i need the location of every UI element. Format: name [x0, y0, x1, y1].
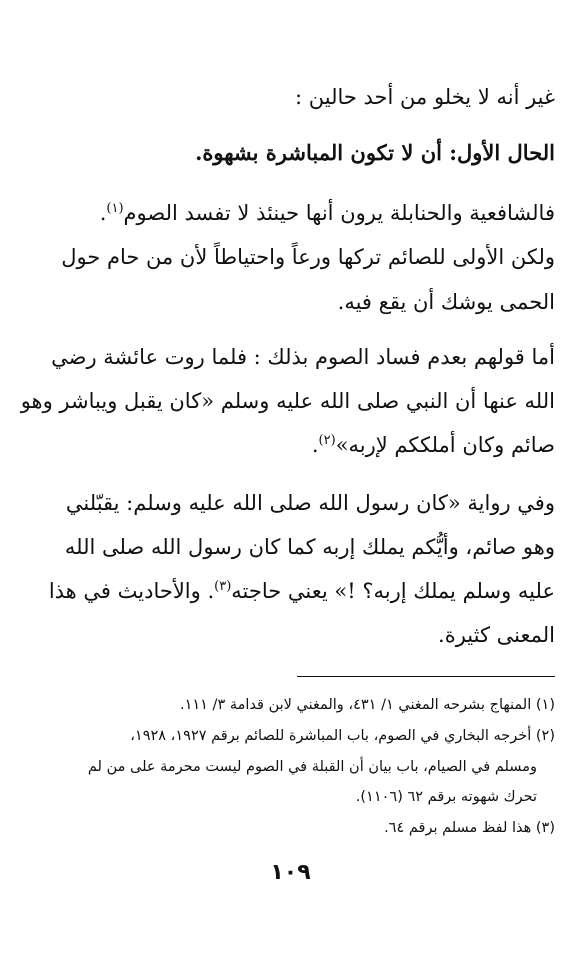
footnote-divider: [297, 676, 555, 677]
paragraph-2-line-3: [19, 430, 555, 460]
footnote-ref-1: (١): [106, 201, 124, 216]
paragraph-3-tail: . والأحاديث في هذا: [48, 579, 215, 603]
paragraph-3-line-1: وفي رواية «كان رسول الله صلى الله عليه وسلم: يقبّلني: [65, 491, 555, 515]
footnote-ref-2: (٢): [318, 433, 336, 448]
footnote-2: (٢) أخرجه البخاري في الصوم، باب المباشرة للصائم برقم ١٩٢٧، ١٩٢٨،: [130, 728, 555, 744]
footnote-2-continued-2: تحرك شهوته برقم ٦٢ (١١٠٦).: [355, 789, 537, 805]
paragraph-1-period: .: [99, 201, 107, 225]
page-number: ١٠٩: [270, 860, 311, 885]
footnote-3: (٣) هذا لفظ مسلم برقم ٦٤.: [384, 820, 555, 836]
paragraph-2-line-1: أما قولهم بعدم فساد الصوم بذلك : فلما روت عائشة رضي: [51, 345, 555, 369]
footnote-1: (١) المنهاج بشرحه المغني ١/ ٤٣١، والمغني لابن قدامة ٣/ ١١١.: [179, 697, 555, 713]
footnote-2-continued: ومسلم في الصيام، باب بيان أن القبلة في الصوم ليست محرمة على من لم: [87, 759, 537, 775]
footnote-ref-3: (٣): [214, 579, 232, 594]
paragraph-1-line-2: ولكن الأولى للصائم تركها ورعاً واحتياطاً لأن من حام حول: [61, 245, 555, 269]
section-heading: الحال الأول: أن لا تكون المباشرة بشهوة.: [195, 140, 555, 165]
paragraph-1-line-1: [19, 198, 555, 228]
paragraph-2-period: .: [311, 433, 319, 457]
paragraph-1-text: فالشافعية والحنابلة يرون أنها حينئذ لا تفسد الصوم: [123, 201, 555, 225]
paragraph-3-line-4: المعنى كثيرة.: [438, 623, 555, 647]
paragraph-2-text: صائم وكان أملككم لإربه»: [335, 433, 555, 457]
paragraph-3-line-2: وهو صائم، وأيُّكم يملك إربه كما كان رسول الله صلى الله: [64, 535, 555, 559]
paragraph-3-line-3: [19, 576, 555, 606]
intro-line: غير أنه لا يخلو من أحد حالين :: [295, 85, 555, 109]
paragraph-2-line-2: الله عنها أن النبي صلى الله عليه وسلم «كان يقبل ويباشر وهو: [20, 389, 555, 413]
paragraph-1-line-3: الحمى يوشك أن يقع فيه.: [337, 290, 555, 314]
paragraph-3-text: عليه وسلم يملك إربه؟ !» يعني حاجته: [231, 579, 555, 603]
